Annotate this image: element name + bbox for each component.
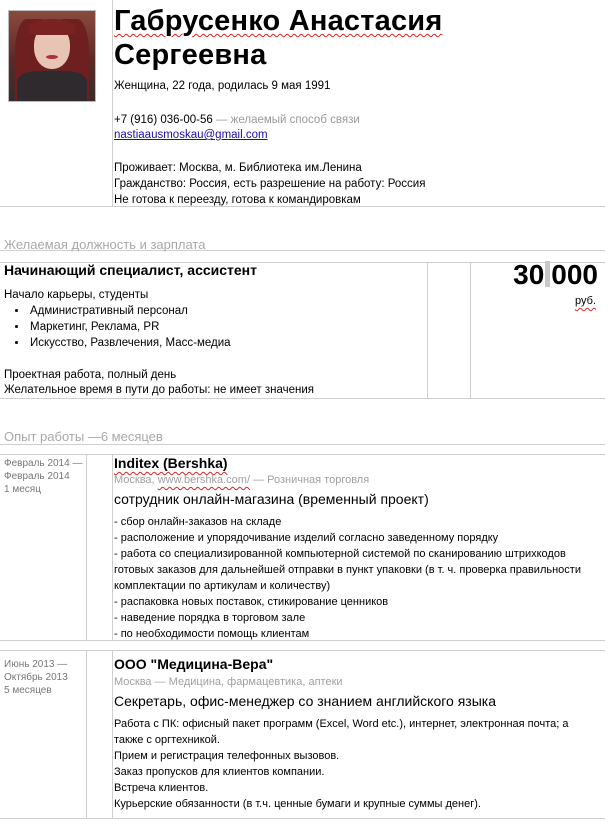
salary-divider-left <box>427 262 428 398</box>
divider <box>0 818 605 819</box>
exp-divider <box>86 454 87 640</box>
job-position: Секретарь, офис-менеджер со знанием английского языка <box>114 693 497 709</box>
commute-time: Желательное время в пути до работы: не имеет значения <box>4 384 314 396</box>
divider <box>0 444 605 445</box>
duty-item: - по необходимости помощь клиентам <box>114 628 310 640</box>
company-name: ООО "Медицина-Вера" <box>114 656 274 672</box>
job-duties <box>114 716 594 812</box>
company-details: Москва — Медицина, фармацевтика, аптеки <box>114 676 343 688</box>
duty-item: Прием и регистрация телефонных вызовов. <box>114 750 340 762</box>
divider <box>0 650 605 651</box>
company-details: Москва, www.bershka.com/ — Розничная торговля <box>114 474 370 486</box>
profile-photo <box>8 10 96 102</box>
experience-heading: Опыт работы —6 месяцев <box>4 429 163 444</box>
relocation: Не готова к переезду, готова к командировкам <box>114 194 361 206</box>
position-title: Начинающий специалист, ассистент <box>4 262 257 278</box>
list-item: • Административный персонал <box>28 303 231 319</box>
divider <box>0 454 605 455</box>
exp-divider <box>86 650 87 818</box>
citizenship: Гражданство: Россия, есть разрешение на работу: Россия <box>114 178 426 190</box>
exp-divider <box>112 454 113 640</box>
duty-item: - сбор онлайн-заказов на складе <box>114 516 282 528</box>
currency: руб. <box>575 295 596 307</box>
duty-item: Заказ пропусков для клиентов компании. <box>114 766 325 778</box>
exp-divider <box>112 650 113 818</box>
candidate-name: Габрусенко Анастасия Сергеевна <box>114 5 443 71</box>
phone-note: — желаемый способ связи <box>215 114 360 126</box>
divider <box>0 398 605 399</box>
salary-amount: 30 000 <box>513 259 598 290</box>
left-column-divider <box>112 0 113 206</box>
job-duties <box>114 514 594 642</box>
list-item: • Искусство, Развлечения, Масс-медиа <box>28 335 231 351</box>
desired-position-heading: Желаемая должность и зарплата <box>4 237 206 252</box>
list-item: • Маркетинг, Реклама, PR <box>28 319 231 335</box>
residence: Проживает: Москва, м. Библиотека им.Ленина <box>114 162 362 174</box>
email-link[interactable]: nastiaausmoskau@gmail.com <box>114 129 268 141</box>
company-name: Inditex (Bershka) <box>114 455 228 471</box>
duty-item: Работа с ПК: офисный пакет программ (Excel, Word etc.), интернет, электронная почта; а также с оргтехникой. <box>114 718 569 746</box>
phone-row <box>114 113 360 128</box>
duty-item: - наведение порядка в торговом зале <box>114 612 306 624</box>
phone-number[interactable]: +7 (916) 036-00-56 <box>114 114 213 126</box>
duty-item: Курьерские обязанности (в т.ч. ценные бумаги и крупные суммы денег). <box>114 798 481 810</box>
career-start: Начало карьеры, студенты <box>4 289 149 301</box>
job-dates: Июнь 2013 — Октябрь 2013 5 месяцев <box>4 659 68 696</box>
specializations-list <box>10 303 231 351</box>
job-position: сотрудник онлайн-магазина (временный проект) <box>114 491 429 507</box>
company-site-link[interactable]: www.bershka.com/ <box>157 474 250 486</box>
job-dates: Февраль 2014 — Февраль 2014 1 месяц <box>4 458 83 495</box>
basic-info: Женщина, 22 года, родилась 9 мая 1991 <box>114 80 331 92</box>
salary-divider-right <box>470 262 471 398</box>
duty-item: - работа со специализированной компьютерной системой по сканированию штрихкодов готовых заказов для дальнейшей отправки в пункт упаковки (в т. ч. проверка правильности комплектации по артикулам и количеству) <box>114 548 581 592</box>
duty-item: - распаковка новых поставок, стикирование ценников <box>114 596 389 608</box>
duty-item: - расположение и упорядочивание изделий согласно заведенному порядку <box>114 532 499 544</box>
duty-item: Встреча клиентов. <box>114 782 209 794</box>
employment-type: Проектная работа, полный день <box>4 369 177 381</box>
